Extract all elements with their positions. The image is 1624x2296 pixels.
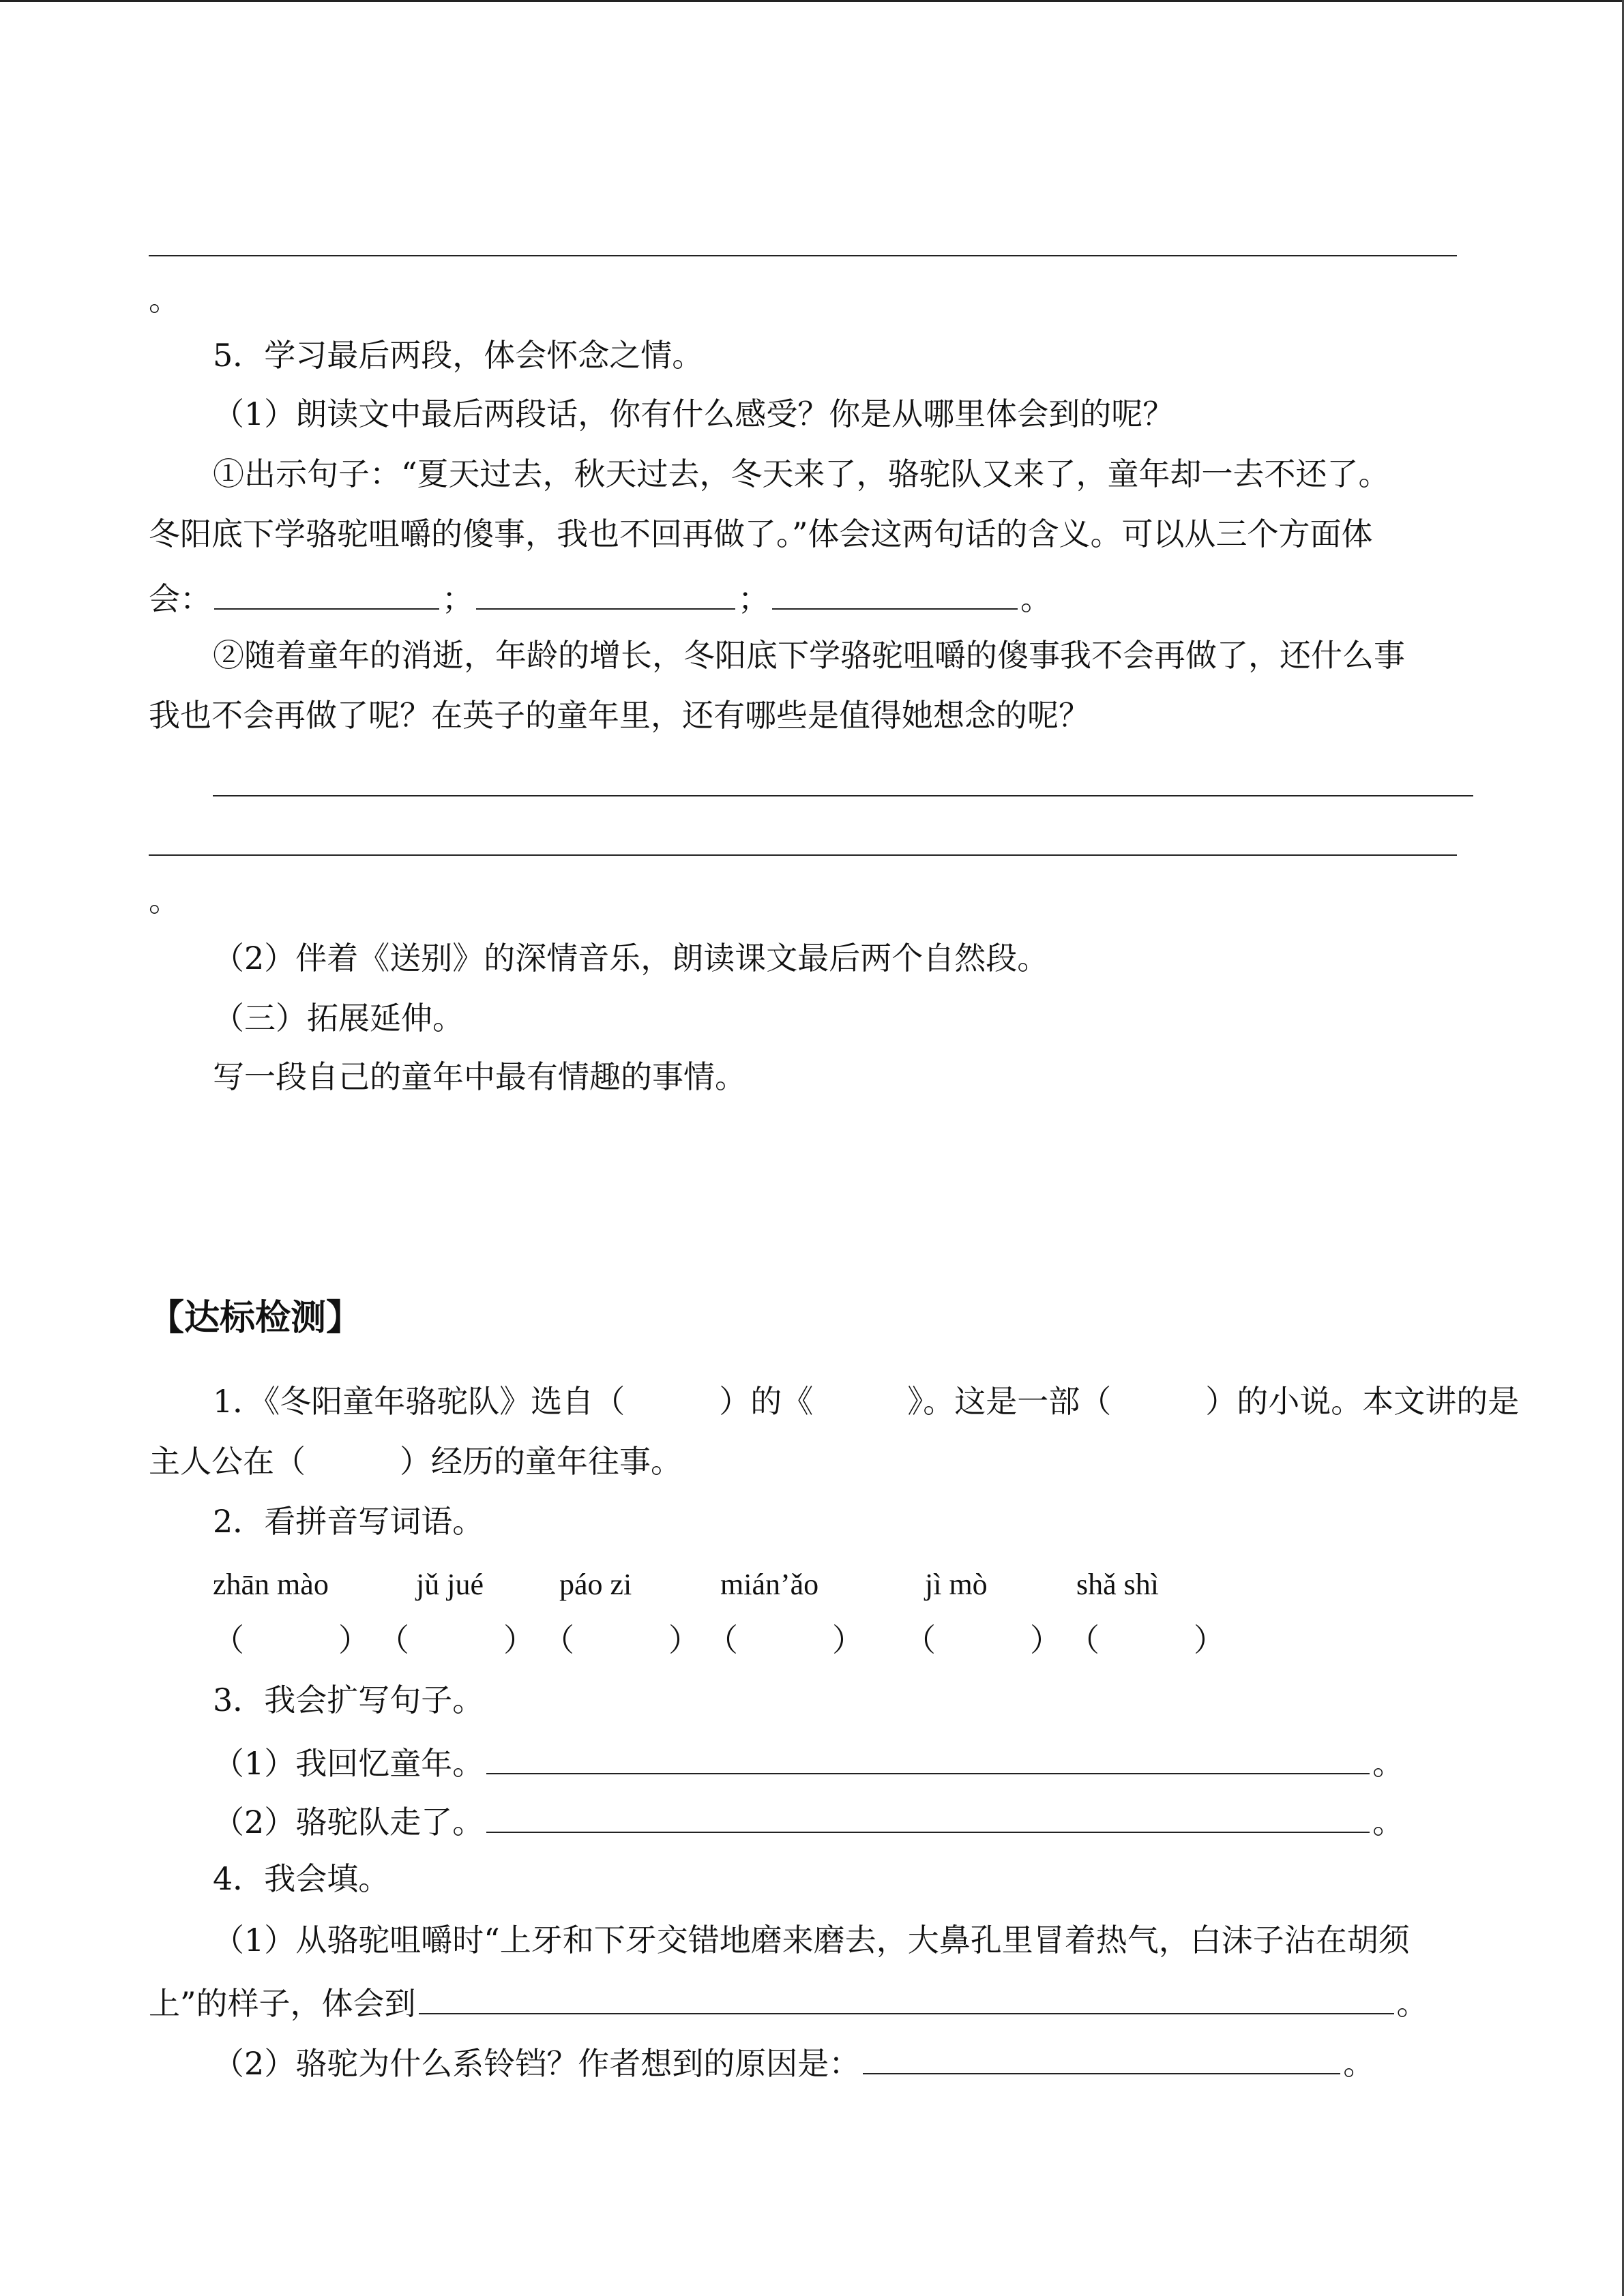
line-end-period: 。 (149, 281, 180, 318)
prompt-text: 上”的样子，体会到 (149, 1985, 416, 2022)
question-3-2 (213, 1800, 1404, 1841)
answer-bracket-3[interactable]: （ ） (543, 1622, 700, 1658)
answer-line[interactable] (213, 795, 1473, 796)
page-top-border (0, 0, 1624, 2)
question-5-2: （2）伴着《送别》的深情音乐，朗读课文最后两个自然段。 (213, 940, 1049, 976)
question-1-line1: 1．《冬阳童年骆驼队》选自（ ）的《 》。这是一部（ ）的小说。本文讲的是 (213, 1383, 1520, 1420)
answer-blank[interactable] (419, 1982, 1394, 2014)
line-end-period: 。 (1343, 2045, 1375, 2082)
question-2-title: 2．看拼音写词语。 (213, 1503, 484, 1540)
answer-blank[interactable] (486, 1742, 1370, 1774)
pinyin-3: páo zi (559, 1568, 632, 1601)
question-5-1b-line1: ②随着童年的消逝，年龄的增长，冬阳底下学骆驼咀嚼的傻事我不会再做了，还什么事 (213, 637, 1405, 674)
answer-bracket-5[interactable]: （ ） (904, 1622, 1061, 1658)
pinyin-5: jì mò (925, 1568, 988, 1601)
question-5-1a-line3 (149, 577, 1052, 618)
question-5-title: 5．学习最后两段，体会怀念之情。 (213, 337, 704, 374)
pinyin-6: shǎ shì (1076, 1568, 1159, 1601)
pinyin-2: jǔ jué (416, 1568, 484, 1601)
question-4-1-line2 (149, 1982, 1428, 2023)
question-3-1 (213, 1742, 1404, 1783)
answer-blank-3[interactable] (772, 577, 1018, 610)
answer-blank[interactable] (863, 2042, 1340, 2074)
answer-line[interactable] (149, 854, 1457, 856)
line-end-period: 。 (149, 882, 180, 919)
answer-bracket-6[interactable]: （ ） (1068, 1622, 1225, 1658)
question-4-1-line1: （1）从骆驼咀嚼时“上牙和下牙交错地磨来磨去，大鼻孔里冒着热气，白沫子沾在胡须 (213, 1922, 1410, 1958)
line-end-period: 。 (1372, 1804, 1404, 1840)
answer-bracket-1[interactable]: （ ） (213, 1622, 370, 1658)
pinyin-1: zhān mào (213, 1568, 329, 1601)
prefix-text: 会： (149, 580, 211, 617)
separator: ； (442, 580, 473, 617)
answer-bracket-4[interactable]: （ ） (707, 1622, 863, 1658)
line-end-period: 。 (1396, 1985, 1428, 2022)
separator: ； (738, 580, 769, 617)
answer-blank-2[interactable] (476, 577, 735, 610)
question-4-title: 4．我会填。 (213, 1860, 390, 1897)
line-end-period: 。 (1020, 580, 1052, 617)
extension-title: （三）拓展延伸。 (213, 1000, 464, 1037)
question-5-1b-line2: 我也不会再做了呢？在英子的童年里，还有哪些是值得她想念的呢？ (149, 697, 1090, 734)
answer-bracket-2[interactable]: （ ） (378, 1622, 535, 1658)
question-5-1a-line1: ①出示句子：“夏天过去，秋天过去，冬天来了，骆驼队又来了，童年却一去不还了。 (213, 456, 1390, 492)
prompt-text: （2）骆驼为什么系铃铛？作者想到的原因是： (213, 2045, 861, 2082)
answer-blank-1[interactable] (214, 577, 439, 610)
answer-line[interactable] (149, 255, 1457, 256)
question-3-title: 3．我会扩写句子。 (213, 1682, 484, 1718)
prompt-text: （1）我回忆童年。 (213, 1745, 484, 1782)
answer-blank[interactable] (486, 1800, 1370, 1833)
line-end-period: 。 (1372, 1745, 1404, 1782)
question-5-1: （1）朗读文中最后两段话，你有什么感受？你是从哪里体会到的呢？ (213, 396, 1175, 432)
prompt-text: （2）骆驼队走了。 (213, 1804, 484, 1840)
question-1-line2: 主人公在（ ）经历的童年往事。 (149, 1443, 682, 1480)
pinyin-4: mián’ǎo (720, 1568, 819, 1601)
question-4-2 (213, 2042, 1374, 2083)
question-5-1a-line2: 冬阳底下学骆驼咀嚼的傻事，我也不回再做了。”体会这两句话的含义。可以从三个方面体 (149, 516, 1373, 552)
extension-task: 写一段自己的童年中最有情趣的事情。 (213, 1058, 746, 1095)
section-heading: 【达标检测】 (149, 1298, 362, 1339)
